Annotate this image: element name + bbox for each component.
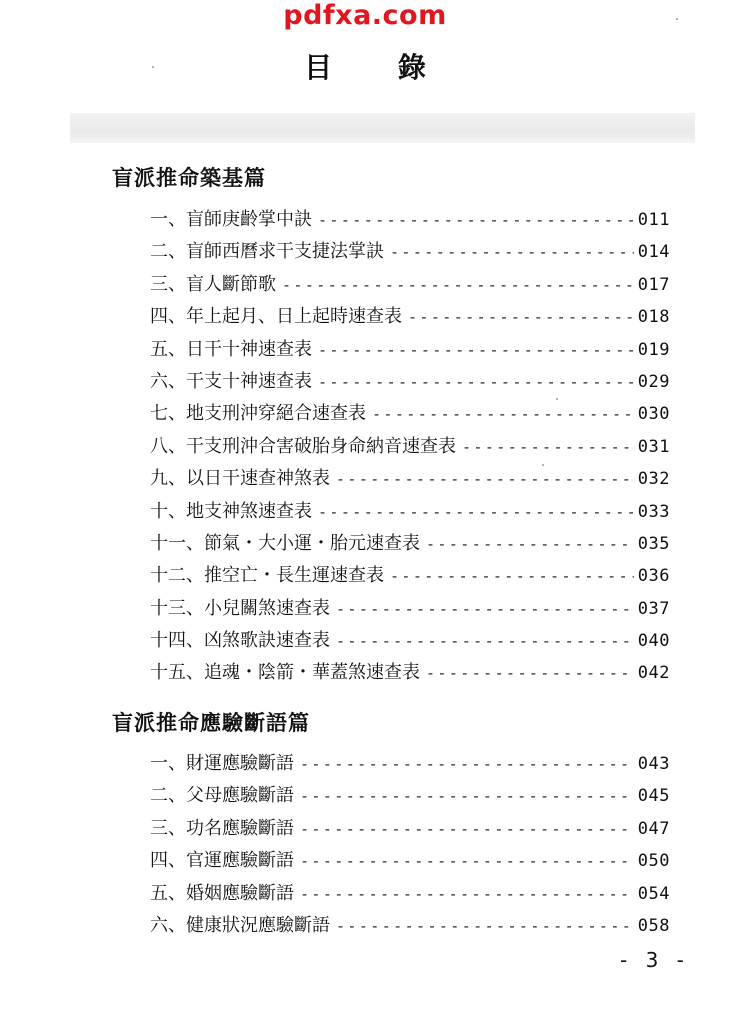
toc-entry[interactable] [150,625,670,657]
toc-entry[interactable] [150,780,670,812]
toc-entry-label: 六、健康狀況應驗斷語 [150,914,330,936]
toc-entry-page: 058 [637,915,670,936]
toc-entry-label: 十、地支神煞速查表 [150,500,312,522]
section-heading-foundation: 盲派推命築基篇 [112,165,266,190]
toc-entry[interactable] [150,593,670,625]
dot-leader [300,845,634,877]
toc-entry-page: 045 [637,786,670,807]
toc-entry[interactable] [150,204,670,236]
toc-entry-page: 011 [637,210,670,230]
toc-entry[interactable] [150,657,670,689]
toc-entry-page: 017 [637,274,670,295]
toc-entry-page: 014 [637,242,670,263]
dot-leader [408,301,634,333]
dot-leader [300,813,634,845]
toc-entry-page: 035 [637,533,670,554]
toc-entry-page: 036 [637,566,670,587]
toc-entry-page: 042 [637,663,670,684]
toc-entry[interactable] [150,431,670,463]
toc-entry[interactable] [150,813,670,845]
dot-leader [372,398,634,430]
toc-entry-label: 二、父母應驗斷語 [150,785,294,807]
toc-entry-page: 040 [637,631,670,652]
page-number: - 3 - [620,948,690,972]
toc-entry-page: 054 [637,883,670,904]
toc-list-verified-judgments [150,748,670,942]
toc-entry-label: 五、日干十神速查表 [150,338,312,360]
toc-entry-label: 十五、追魂・陰箭・華蓋煞速查表 [150,662,420,684]
toc-entry[interactable] [150,845,670,877]
toc-entry[interactable] [150,560,670,592]
toc-entry-label: 三、盲人斷節歌 [150,273,276,295]
dot-leader [336,910,634,942]
toc-entry[interactable] [150,366,670,398]
toc-entry-page: 031 [637,436,670,457]
dot-leader [282,269,634,301]
toc-entry-label: 十四、凶煞歌訣速查表 [150,630,330,652]
toc-entry-page: 029 [637,371,670,392]
toc-entry-label: 十一、節氣・大小運・胎元速查表 [150,532,420,554]
toc-entry-page: 050 [637,851,670,872]
toc-entry-label: 二、盲師西曆求干支捷法掌訣 [150,241,384,263]
scan-shade-band [70,113,695,143]
page-title: 目 錄 [304,51,454,84]
toc-entry-label: 九、以日干速查神煞表 [150,468,330,490]
toc-entry-label: 六、干支十神速查表 [150,370,312,392]
dot-leader [318,334,634,366]
toc-entry-label: 八、干支刑沖合害破胎身命納音速查表 [150,435,456,457]
toc-entry-page: 047 [637,818,670,839]
dot-leader [300,780,634,812]
toc-entry-label: 一、盲師庚齡掌中訣 [150,209,312,230]
toc-entry[interactable] [150,496,670,528]
dot-leader [390,236,634,268]
dot-leader [318,496,634,528]
toc-entry-page: 037 [637,598,670,619]
toc-entry-page: 030 [637,404,670,425]
toc-entry[interactable] [150,528,670,560]
toc-entry-label: 四、年上起月、日上起時速查表 [150,306,402,328]
watermark: pdfxa.com [283,0,447,31]
toc-entry[interactable] [150,910,670,942]
dot-leader [462,431,634,463]
dot-leader [318,204,634,236]
dot-leader [426,657,634,689]
toc-entry-page: 032 [637,469,670,490]
dot-leader [318,366,634,398]
toc-entry[interactable] [150,748,670,780]
toc-entry-label: 十三、小兒關煞速查表 [150,597,330,619]
toc-entry[interactable] [150,463,670,495]
toc-list-foundation [150,204,670,690]
toc-entry-label: 七、地支刑沖穿絕合速查表 [150,403,366,425]
toc-entry[interactable] [150,236,670,268]
dot-leader [390,560,634,592]
toc-entry-page: 019 [637,339,670,360]
dot-leader [300,748,634,780]
toc-entry[interactable] [150,398,670,430]
toc-entry-page: 033 [637,501,670,522]
dot-leader [426,528,634,560]
toc-entry-page: 018 [637,307,670,328]
scan-speck [152,66,154,68]
toc-entry[interactable] [150,301,670,333]
dot-leader [300,878,634,910]
toc-entry[interactable] [150,878,670,910]
toc-entry-label: 四、官運應驗斷語 [150,850,294,872]
scan-speck [676,18,678,20]
dot-leader [336,463,634,495]
toc-entry-page: 043 [637,754,670,774]
toc-entry-label: 五、婚姻應驗斷語 [150,882,294,904]
dot-leader [336,593,634,625]
scan-speck [556,398,558,400]
section-heading-verified-judgments: 盲派推命應驗斷語篇 [112,710,310,735]
scan-speck [542,464,544,466]
toc-entry-label: 三、功名應驗斷語 [150,817,294,839]
toc-entry-label: 一、財運應驗斷語 [150,753,294,774]
dot-leader [336,625,634,657]
toc-entry[interactable] [150,269,670,301]
toc-entry-label: 十二、推空亡・長生運速查表 [150,565,384,587]
toc-entry[interactable] [150,334,670,366]
